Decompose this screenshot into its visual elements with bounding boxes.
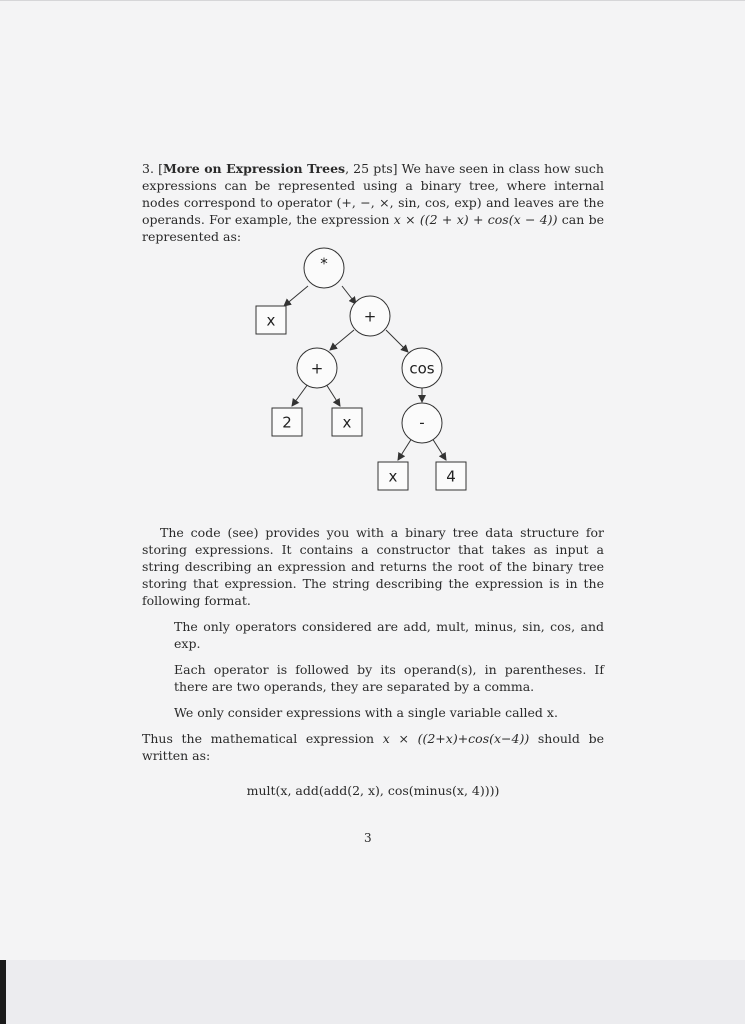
- scan-top-edge: [0, 0, 745, 1]
- tree-node-cos-label: cos: [409, 359, 435, 378]
- edge-root-right: [342, 286, 356, 304]
- tree-node-root-label: *: [320, 254, 328, 273]
- scan-left-edge: [0, 960, 6, 1024]
- expression-tree-diagram: [142, 160, 604, 510]
- problem-points: , 25 pts]: [345, 161, 398, 176]
- rule-operands: Each operator is followed by its operand(s), in parentheses. If there are two operands, they are separated by a comma.: [174, 662, 604, 694]
- edge-plus-right: [386, 330, 408, 352]
- tree-node-plus-label: +: [363, 307, 377, 326]
- tree-leaf-minus-x-label: x: [388, 467, 398, 486]
- problem-number: 3.: [142, 161, 154, 176]
- formula-string: mult(x, add(add(2, x), cos(minus(x, 4)))): [246, 783, 500, 798]
- intro-text: We have seen in class how such expressions can be represented using a binary tree, where internal nodes correspond to operator (+, −, ×, sin, cos, exp) and leaves are the operands. For example, the expression: [142, 161, 604, 227]
- thus-end: should be written as:: [142, 731, 604, 763]
- edge-plus-left: [330, 330, 354, 350]
- rule-operators: The only operators considered are add, mult, minus, sin, cos, and exp.: [174, 619, 604, 651]
- thus-start: Thus the mathematical expression: [142, 731, 383, 746]
- edge-minus-right: [432, 438, 446, 460]
- tree-node-inner-plus-label: +: [310, 359, 324, 378]
- tree-leaf-inner-x-label: x: [342, 413, 352, 432]
- edge-minus-left: [398, 438, 412, 460]
- body-text: [142, 524, 604, 799]
- problem-title: More on Expression Trees: [162, 161, 346, 176]
- thus-expression: x × ((2+x)+cos(x−4)): [382, 731, 530, 746]
- scan-bottom-band: [0, 960, 745, 1024]
- example-expression: x × ((2 + x) + cos(x − 4)): [393, 212, 558, 227]
- paragraph-code-description: The code (see) provides you with a binary tree data structure for storing expressions. It contains a constructor that takes as input a string describing an expression and returns the root of the binary tree storing that expression. The string describing the expression is in the following format.: [142, 525, 604, 608]
- tree-leaf-four-label: 4: [446, 467, 456, 486]
- intro-tail: can be represented as:: [142, 212, 604, 244]
- rule-variable: We only consider expressions with a single variable called x.: [174, 705, 558, 720]
- bracket-open: [: [158, 161, 163, 176]
- edge-root-left: [284, 286, 308, 306]
- edge-inner-plus-left: [292, 384, 308, 406]
- tree-leaf-two-label: 2: [282, 413, 292, 432]
- paragraph-thus: [142, 730, 604, 764]
- tree-node-minus-label: -: [419, 413, 425, 432]
- page-number: 3: [364, 831, 372, 845]
- tree-leaf-root-left-label: x: [266, 311, 276, 330]
- edge-inner-plus-right: [326, 384, 340, 406]
